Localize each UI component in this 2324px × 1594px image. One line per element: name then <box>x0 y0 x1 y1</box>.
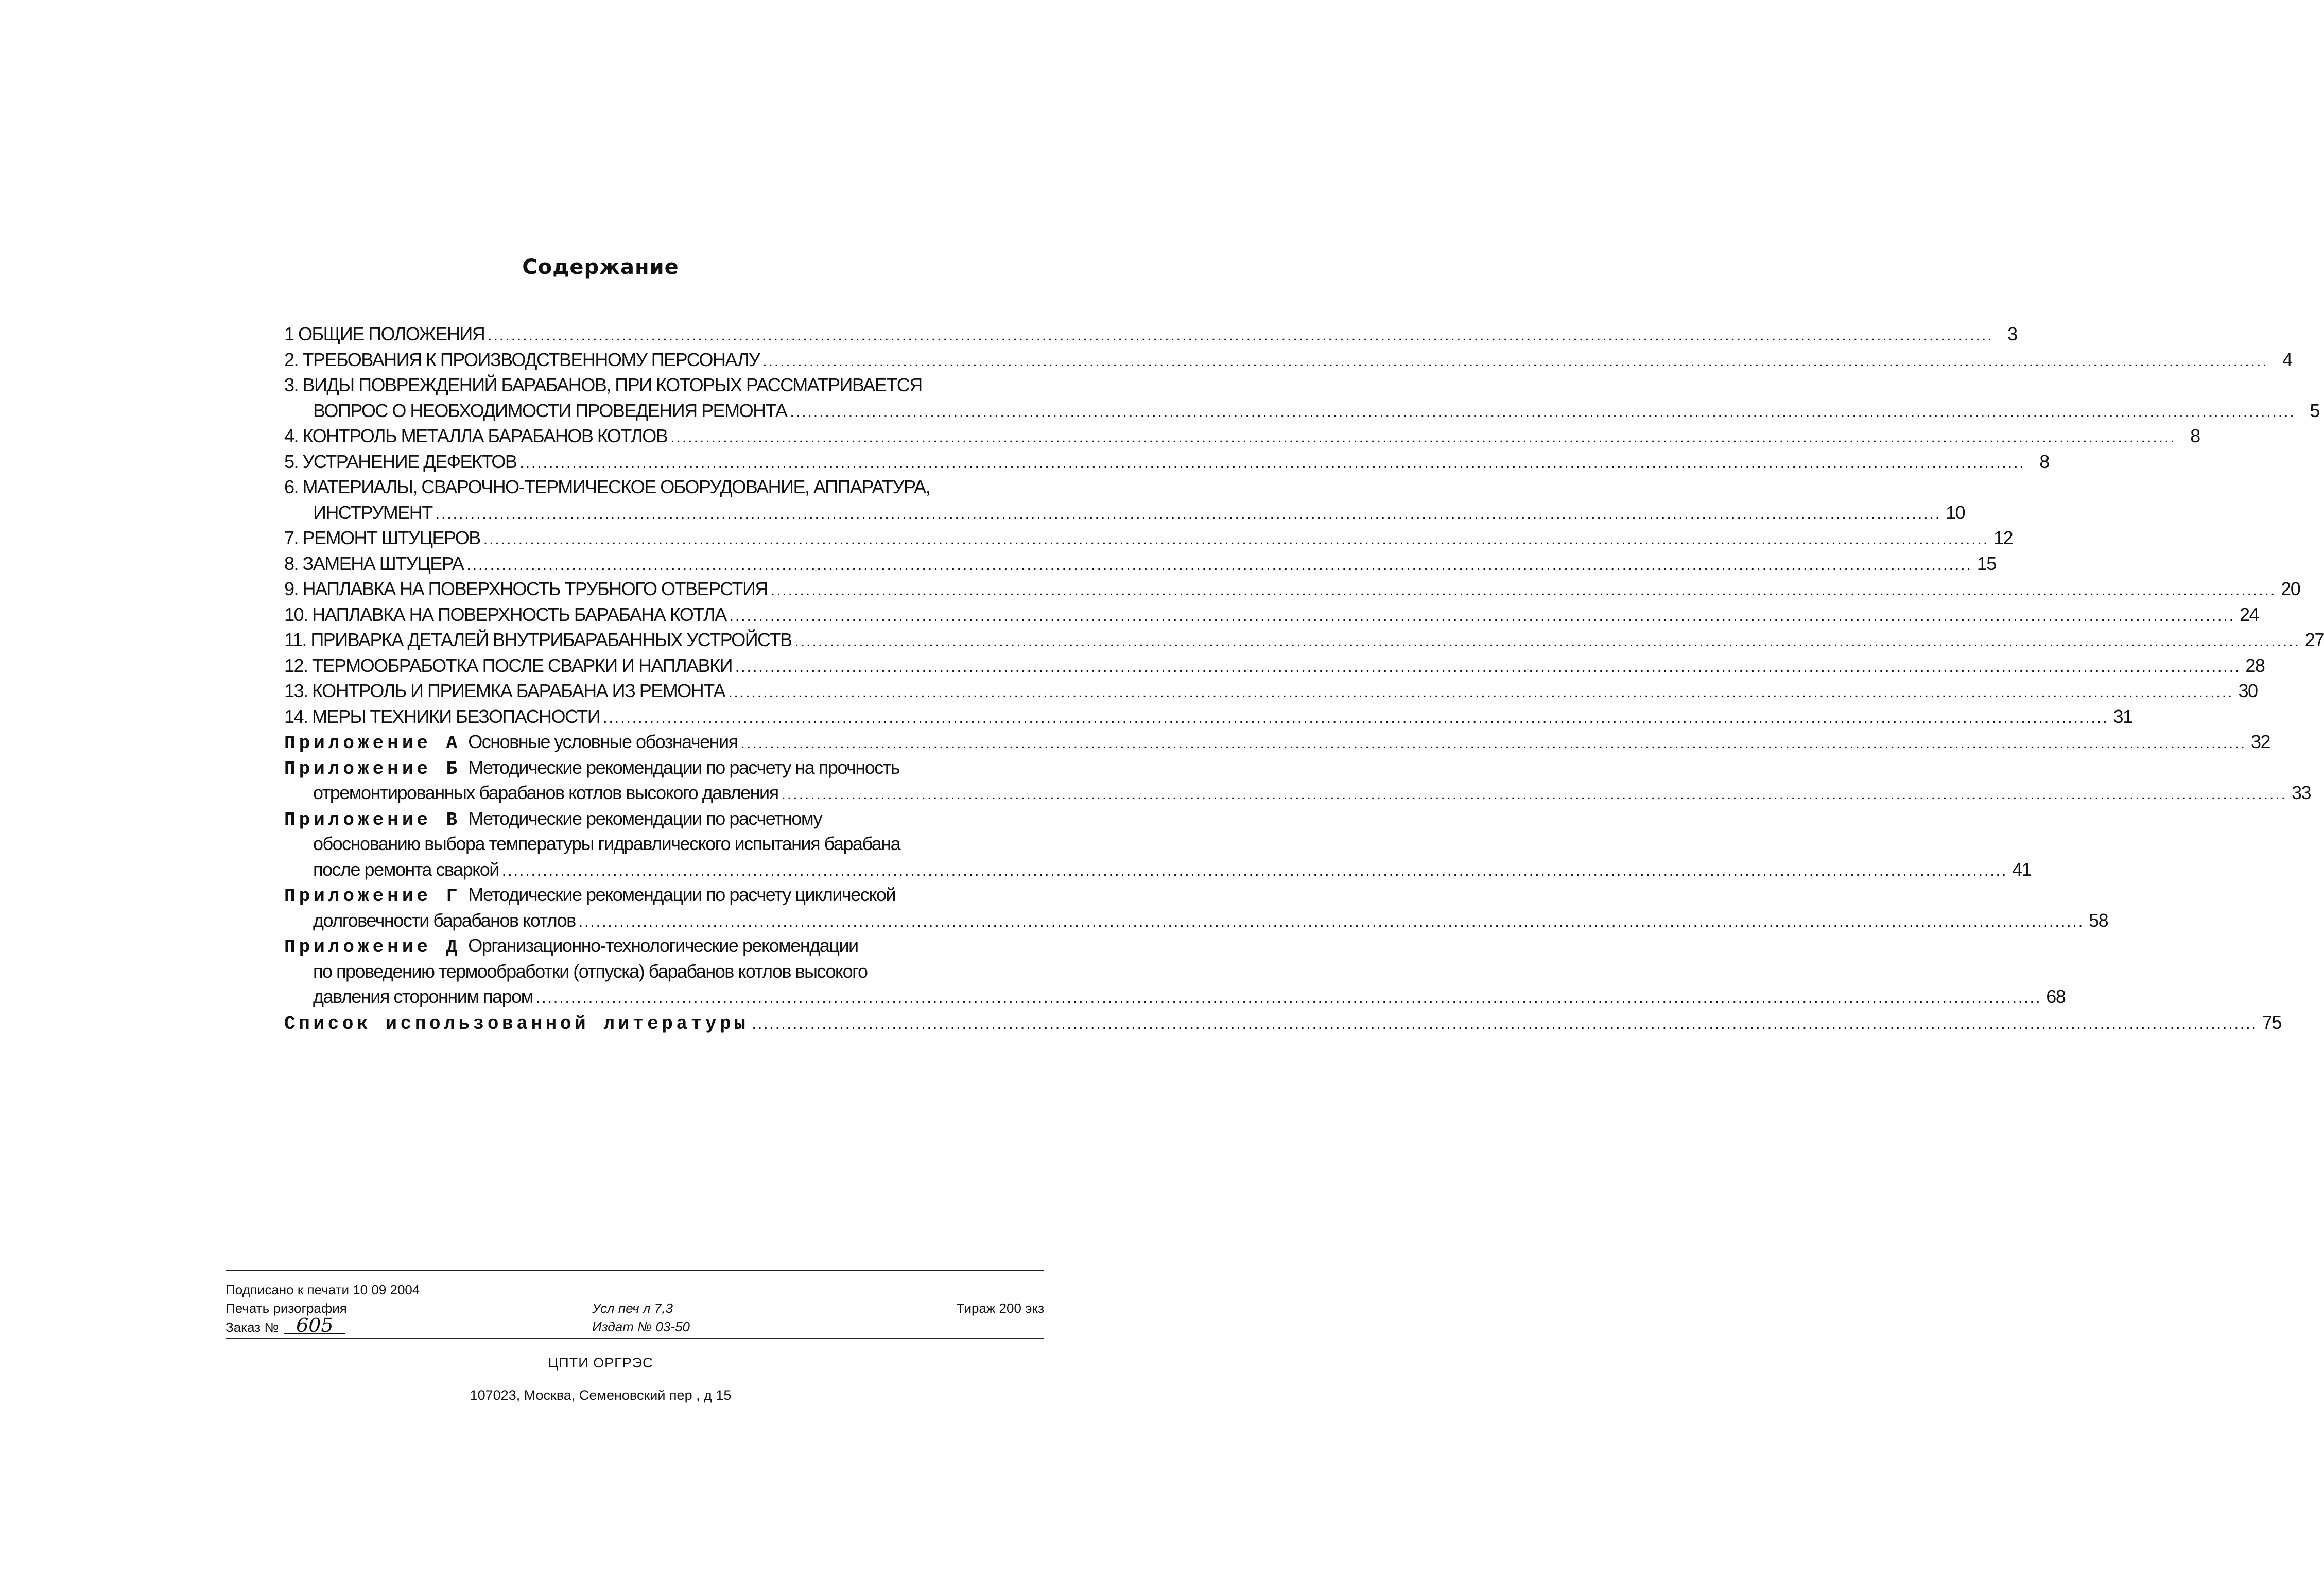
toc-page-number: 24 <box>2240 603 2259 625</box>
toc-page-number: 68 <box>2046 986 2066 1007</box>
toc-entry-title: давления сторонним паром <box>313 986 533 1007</box>
toc-leader-dots <box>752 1011 2258 1037</box>
toc-entry-title: 8. ЗАМЕНА ШТУЦЕРА <box>284 552 464 574</box>
toc-entry-title: 13. КОНТРОЛЬ И ПРИЕМКА БАРАБАНА ИЗ РЕМОНТА <box>284 680 725 701</box>
toc-line <box>284 704 2132 730</box>
toc-entry <box>284 525 2013 551</box>
toc-entry <box>284 602 2259 628</box>
toc-page-number: 8 <box>2190 425 2200 446</box>
toc-entry-text <box>284 729 738 756</box>
toc-line <box>284 525 2013 551</box>
imprint-row-1 <box>226 1280 1044 1299</box>
toc-page-number: 31 <box>2113 705 2132 727</box>
toc-entry-title: 3. ВИДЫ ПОВРЕЖДЕНИЙ БАРАБАНОВ, ПРИ КОТОРЫХ РАССМАТРИВАЕТСЯ <box>284 374 922 395</box>
toc-appendix-label: Приложение Д <box>284 937 461 958</box>
toc-entry-text <box>284 806 822 833</box>
toc-leader-dots <box>782 782 2287 807</box>
order-number-handwritten: 605 <box>284 1318 345 1334</box>
toc-entry-title: 7. РЕМОНТ ШТУЦЕРОВ <box>284 527 480 548</box>
circulation: Тираж 200 экз <box>956 1301 1044 1316</box>
toc-leader-dots <box>794 629 2300 654</box>
toc-line <box>284 500 1965 526</box>
toc-leader-dots <box>519 451 2025 476</box>
toc-entry <box>284 653 2265 679</box>
toc-entry-title: долговечности барабанов котлов <box>313 909 576 931</box>
print-type: Печать ризография <box>226 1301 347 1316</box>
printed-sheets: Усл печ л 7,3 <box>592 1301 673 1316</box>
toc-entry <box>284 933 2066 1010</box>
order-label: Заказ № <box>226 1320 279 1335</box>
toc-leader-dots <box>735 654 2241 680</box>
imprint-row-3 <box>226 1314 1044 1339</box>
toc-line <box>284 780 2311 806</box>
toc-leader-dots <box>762 349 2268 374</box>
toc-entry-title: Основные условные обозначения <box>468 731 738 752</box>
toc-entry-title: 14. МЕРЫ ТЕХНИКИ БЕЗОПАСНОСТИ <box>284 705 600 727</box>
toc-line <box>284 398 2319 424</box>
toc-entry <box>284 729 2270 755</box>
toc-line <box>284 474 980 500</box>
toc-entry <box>284 1010 2281 1035</box>
imprint-top-rule <box>226 1270 1044 1271</box>
toc-entry-text <box>313 959 867 984</box>
toc-entry <box>284 627 2324 653</box>
toc-line <box>284 347 2292 373</box>
toc-appendix-label: Приложение В <box>284 809 461 830</box>
toc-entry-text <box>284 423 667 449</box>
order <box>226 1314 345 1337</box>
signed-for-print: Подписано к печати 10 09 2004 <box>226 1282 420 1297</box>
toc-entry-title: 4. КОНТРОЛЬ МЕТАЛЛА БАРАБАНОВ КОТЛОВ <box>284 425 668 446</box>
toc-entry-title: Методические рекомендации по расчетному <box>468 807 822 829</box>
toc-entry <box>284 347 2292 373</box>
toc-entry-text <box>284 627 791 653</box>
toc-page-number: 10 <box>1946 501 1965 523</box>
toc-entry-text <box>284 704 600 730</box>
toc-leader-dots <box>536 985 2041 1011</box>
toc-page-number: 5 <box>2310 400 2319 421</box>
toc-entry-text <box>313 398 787 424</box>
toc-leader-dots <box>488 323 1993 349</box>
toc-page-number: 58 <box>2089 909 2108 931</box>
toc-entry <box>284 423 2200 449</box>
toc-entry-title: 9. НАПЛАВКА НА ПОВЕРХНОСТЬ ТРУБНОГО ОТВЕРСТИЯ <box>284 578 768 599</box>
toc-line <box>284 372 980 398</box>
toc-line <box>284 908 2108 933</box>
toc-entry-title: ВОПРОС О НЕОБХОДИМОСТИ ПРОВЕДЕНИЯ РЕМОНТА <box>313 400 787 421</box>
toc-entry-title: 10. НАПЛАВКА НА ПОВЕРХНОСТЬ БАРАБАНА КОТЛА <box>284 603 726 625</box>
imprint-row-2 <box>226 1299 1044 1318</box>
toc-leader-dots <box>466 552 1972 578</box>
toc-line <box>284 882 980 908</box>
toc-entry-title: Организационно-технологические рекомендации <box>468 935 858 956</box>
toc-entry <box>284 449 2049 475</box>
toc-line <box>284 321 2017 347</box>
toc-line <box>284 449 2049 475</box>
toc-line <box>284 678 2258 704</box>
toc-entry-text <box>284 678 725 704</box>
toc-line <box>284 806 980 831</box>
toc-entry-title: 2. ТРЕБОВАНИЯ К ПРОИЗВОДСТВЕННОМУ ПЕРСОНАЛУ <box>284 349 760 370</box>
toc-appendix-label: Приложение Б <box>284 758 461 779</box>
toc-page-number: 8 <box>2039 451 2049 472</box>
toc-leader-dots <box>483 527 1989 552</box>
toc-line <box>284 984 2066 1010</box>
toc-page-number: 28 <box>2245 654 2265 676</box>
toc-entry-title: 6. МАТЕРИАЛЫ, СВАРОЧНО-ТЕРМИЧЕСКОЕ ОБОРУДОВАНИЕ, АППАРАТУРА, <box>284 476 930 497</box>
toc-entry-title: 5. УСТРАНЕНИЕ ДЕФЕКТОВ <box>284 451 517 472</box>
toc-entry-title: ИНСТРУМЕНТ <box>313 501 432 523</box>
toc-entry <box>284 372 2319 423</box>
toc-page-number: 32 <box>2251 731 2270 752</box>
toc-line <box>284 653 2265 679</box>
toc-leader-dots <box>670 425 2176 451</box>
toc-page-number: 33 <box>2291 782 2311 803</box>
toc-leader-dots <box>741 731 2246 756</box>
toc-entry-text <box>284 372 922 398</box>
publisher: ЦПТИ ОРГРЭС <box>548 1355 653 1371</box>
toc-entry-text <box>284 347 759 373</box>
toc-entry-text <box>313 831 900 857</box>
toc-entry-title: 11. ПРИВАРКА ДЕТАЛЕЙ ВНУТРИБАРАБАННЫХ УСТРОЙСТВ <box>284 629 792 650</box>
toc-leader-dots <box>728 680 2233 705</box>
imprint-block <box>226 1270 1044 1339</box>
toc-entry-text <box>284 576 768 602</box>
toc-entry <box>284 321 2017 347</box>
toc-entry-title: 12. ТЕРМООБРАБОТКА ПОСЛЕ СВАРКИ И НАПЛАВКИ <box>284 654 732 676</box>
toc-entry-text <box>284 755 899 782</box>
toc-page-number: 27 <box>2304 629 2324 650</box>
toc-entry-text <box>313 908 576 933</box>
toc-entry-title: Методические рекомендации по расчету на прочность <box>468 756 899 778</box>
toc-leader-dots <box>771 578 2276 603</box>
toc-line <box>284 627 2324 653</box>
toc-appendix-label: Приложение Г <box>284 886 461 907</box>
toc-line <box>284 423 2200 449</box>
toc-leader-dots <box>579 909 2084 935</box>
toc-entry-text <box>284 525 480 551</box>
toc-page-number: 15 <box>1976 552 1996 574</box>
toc-leader-dots <box>790 400 2295 425</box>
toc-entry <box>284 551 1996 577</box>
toc-line <box>284 602 2259 628</box>
toc-line <box>284 755 980 781</box>
toc-line <box>284 857 2032 882</box>
toc-leader-dots <box>502 858 2007 884</box>
toc-line <box>284 576 2300 602</box>
toc-leader-dots <box>603 705 2108 731</box>
toc-entry-title: после ремонта сваркой <box>313 858 499 880</box>
toc-line <box>284 551 1996 577</box>
toc-leader-dots <box>730 603 2235 629</box>
toc-entry-text <box>284 653 732 679</box>
toc-entry-title: отремонтированных барабанов котлов высокого давления <box>313 782 778 803</box>
toc-page-number: 30 <box>2238 680 2258 701</box>
toc-entry <box>284 576 2300 602</box>
toc-entry-text <box>284 551 463 577</box>
toc-entry-text <box>313 500 432 526</box>
toc-line <box>284 729 2270 755</box>
toc-line <box>284 1010 2281 1035</box>
toc-entry <box>284 474 1965 525</box>
toc-page-number: 4 <box>2282 349 2292 370</box>
toc-entry-text <box>313 984 533 1010</box>
toc-entry-text <box>284 933 858 960</box>
toc-line <box>284 933 980 959</box>
publisher-address: 107023, Москва, Семеновский пер , д 15 <box>470 1388 732 1403</box>
toc-entry <box>284 755 2311 806</box>
toc-page-number: 20 <box>2281 578 2300 599</box>
toc-entry-title: 1 ОБЩИЕ ПОЛОЖЕНИЯ <box>284 323 485 344</box>
toc-entry-text <box>284 1010 749 1037</box>
toc-entry-text <box>284 474 930 500</box>
table-of-contents <box>284 321 2324 1035</box>
toc-entry <box>284 678 2258 704</box>
toc-leader-dots <box>436 501 1941 527</box>
toc-appendix-label: Приложение А <box>284 733 461 754</box>
toc-entry-text <box>313 780 778 806</box>
toc-line <box>284 959 980 984</box>
toc-entry-text <box>284 321 484 347</box>
toc-page-number: 41 <box>2012 858 2032 880</box>
toc-literature-label: Список использованной литературы <box>284 1013 749 1034</box>
toc-entry-text <box>284 449 516 475</box>
toc-entry <box>284 882 2108 933</box>
toc-entry <box>284 806 2032 882</box>
toc-entry-text <box>284 602 726 628</box>
toc-entry-title: обоснованию выбора температуры гидравлического испытания барабана <box>313 833 900 854</box>
toc-entry-title: по проведению термообработки (отпуска) барабанов котлов высокого <box>313 960 868 982</box>
toc-entry-text <box>284 882 895 909</box>
toc-page-number: 12 <box>1993 527 2013 548</box>
toc-entry-title: Методические рекомендации по расчету циклической <box>468 884 895 905</box>
page-title: Содержание <box>522 255 679 279</box>
toc-page-number: 3 <box>2007 323 2017 344</box>
toc-entry-text <box>313 857 499 882</box>
edition-number: Издат № 03-50 <box>592 1319 690 1335</box>
toc-entry <box>284 704 2132 730</box>
toc-line <box>284 831 980 857</box>
toc-page-number: 75 <box>2262 1011 2281 1033</box>
